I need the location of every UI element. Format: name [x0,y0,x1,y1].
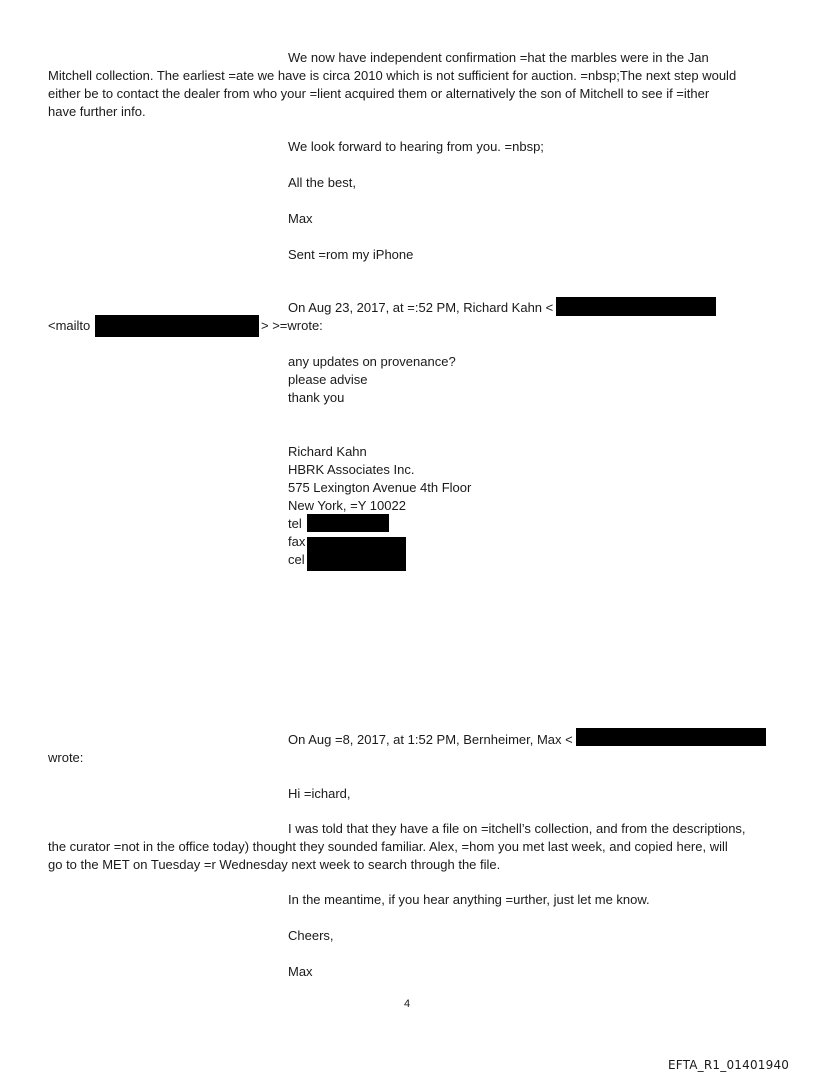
quote2-wrote: wrote: [48,750,84,765]
quote2-p1-line-2: the curator =not in the office today) thought they sounded familiar. Alex, =hom you met last week, and copied here, will [48,839,728,854]
quote2-p1-line-1: I was told that they have a file on =itchell’s collection, and from the descriptions, [288,821,746,836]
para1-line-2: Mitchell collection. The earliest =ate we have is circa 2010 which is not sufficient for auction. =nbsp;The next step would [48,68,737,83]
redaction-bar [576,728,766,746]
quote1-header: On Aug 23, 2017, at =:52 PM, Richard Kahn < [288,300,554,315]
para1-line-1: We now have independent confirmation =hat the marbles were in the Jan [288,50,709,65]
quote2-greeting: Hi =ichard, [288,786,351,801]
signoff-max: Max [288,211,313,226]
signature-cell-label: cel [288,552,305,567]
signature-name: Richard Kahn [288,444,367,459]
quote1-wrote: > >=wrote: [261,318,323,333]
page-number: 4 [404,998,411,1010]
quote1-body-line-3: thank you [288,390,345,405]
redaction-bar [556,297,716,316]
signature-tel-label: tel [288,516,302,531]
para1-line-4: have further info. [48,104,146,119]
redaction-bar [307,537,406,571]
quote1-body-line-1: any updates on provenance? [288,354,456,369]
closing-all-best: All the best, [288,175,356,190]
quote2-p1-line-3: go to the MET on Tuesday =r Wednesday next week to search through the file. [48,857,501,872]
sent-from-iphone: Sent =rom my iPhone [288,247,414,262]
document-id-footer: EFTA_R1_01401940 [668,1058,790,1072]
para1-line-3: either be to contact the dealer from who your =lient acquired them or alternatively the son of Mitchell to see if =ither [48,86,710,101]
quote2-signoff: Max [288,964,313,979]
quote1-body-line-2: please advise [288,372,368,387]
quote2-header: On Aug =8, 2017, at 1:52 PM, Bernheimer, Max < [288,732,573,747]
redaction-bar [307,514,389,532]
quote1-mailto: <mailto [48,318,91,333]
quote2-closing: Cheers, [288,928,334,943]
signature-city: New York, =Y 10022 [288,498,406,513]
redaction-bar [95,315,259,337]
signature-address: 575 Lexington Avenue 4th Floor [288,480,472,495]
look-forward-line: We look forward to hearing from you. =nbsp; [288,139,544,154]
signature-fax-label: fax [288,534,306,549]
signature-company: HBRK Associates Inc. [288,462,415,477]
quote2-p2: In the meantime, if you hear anything =urther, just let me know. [288,892,650,907]
